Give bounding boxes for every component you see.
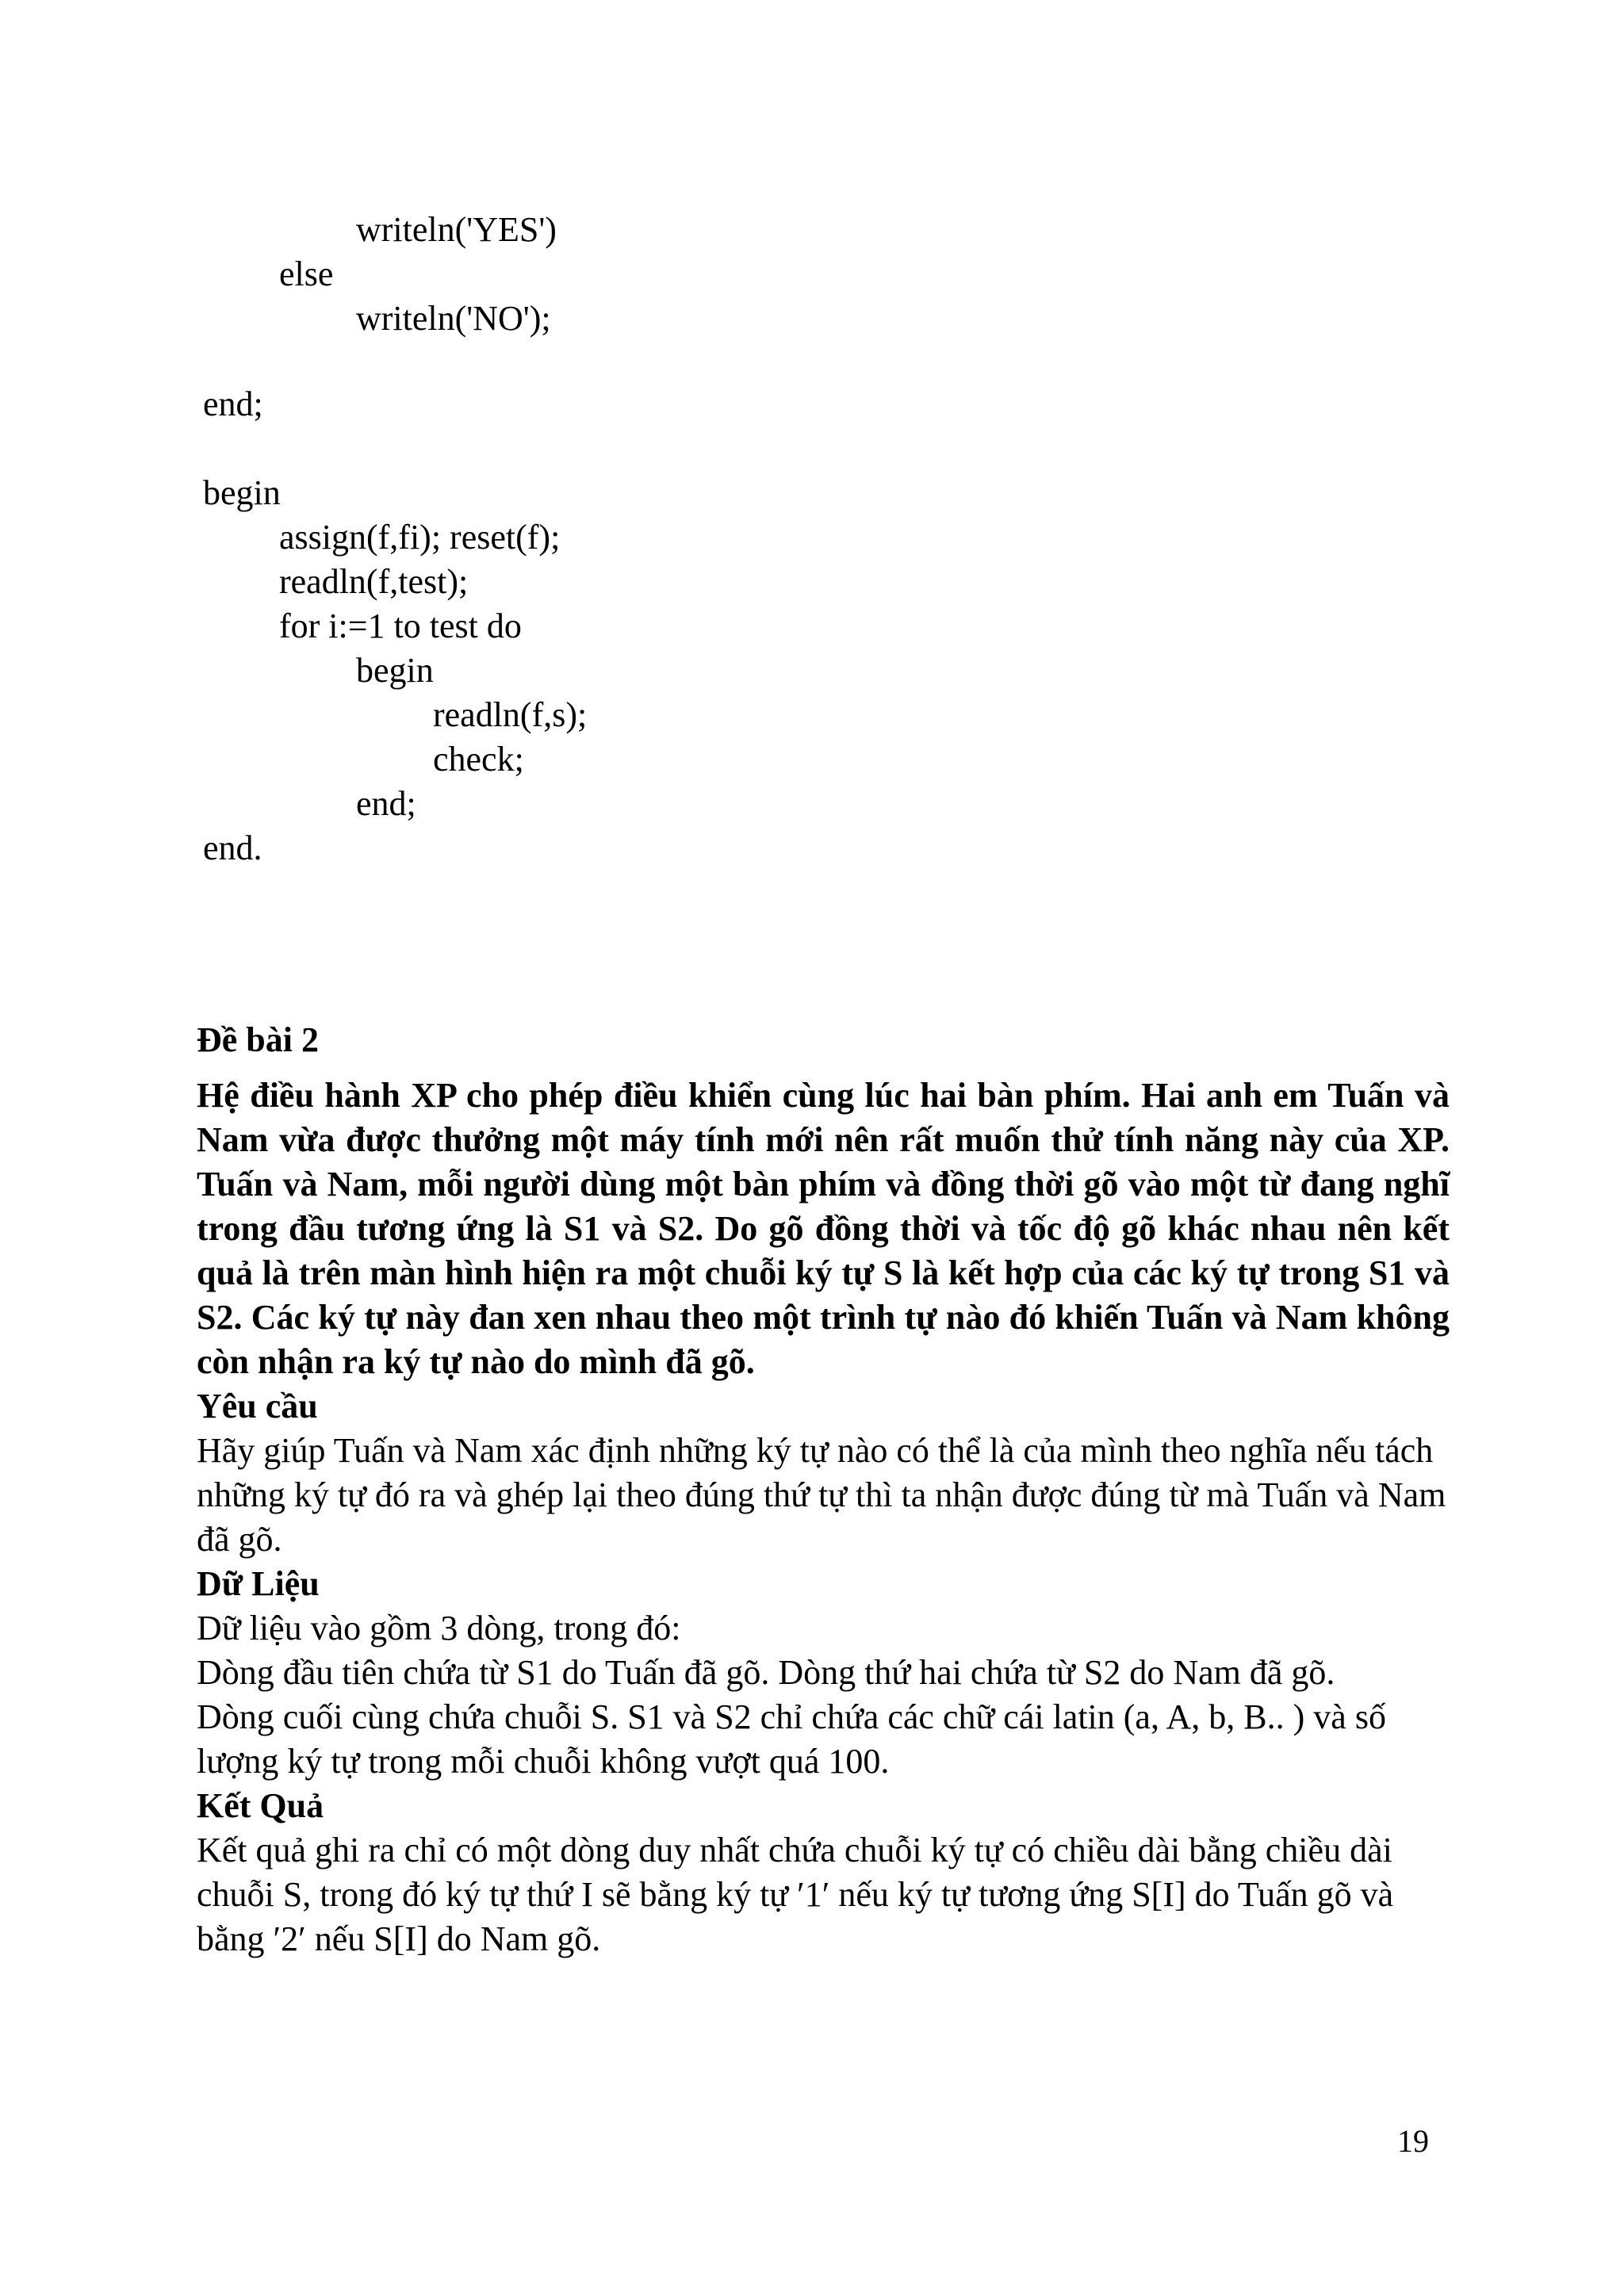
code-line: else: [279, 254, 334, 293]
problem-statement: Hệ điều hành XP cho phép điều khiển cùng lúc hai bàn phím. Hai anh em Tuấn và Nam vừa được thưởng một máy tính mới nên rất muốn thử tính năng này của XP. Tuấn và Nam, mỗi người dùng một bàn phím và đồng thời gõ vào một từ đang nghĩ trong đầu tương ứng là S1 và S2. Do gõ đồng thời và tốc độ gõ khác nhau nên kết quả là trên màn hình hiện ra một chuỗi ký tự S là kết hợp của các ký tự trong S1 và S2. Các ký tự này đan xen nhau theo một trình tự nào đó khiến Tuấn và Nam không còn nhận ra ký tự nào do mình đã gõ.: [197, 1076, 1450, 1381]
code-line: writeln('NO');: [356, 299, 551, 338]
code-line: end.: [203, 828, 262, 867]
code-line: check;: [433, 740, 524, 779]
input-heading: Dữ Liệu: [197, 1564, 320, 1603]
page-number: 19: [1397, 2123, 1429, 2159]
code-line: assign(f,fi); reset(f);: [279, 518, 561, 557]
code-line: begin: [203, 473, 281, 512]
code-line: readln(f,test);: [279, 562, 469, 601]
code-line: writeln('YES'): [356, 210, 557, 249]
code-line: end;: [356, 784, 416, 823]
output-text: Kết quả ghi ra chỉ có một dòng duy nhất chứa chuỗi ký tự có chiều dài bằng chiều dài chuỗi S, trong đó ký tự thứ I sẽ bằng ký tự ′1′ nếu ký tự tương ứng S[I] do Tuấn gõ và bằng ′2′ nếu S[I] do Nam gõ.: [197, 1831, 1394, 1958]
input-line: Dòng đầu tiên chứa từ S1 do Tuấn đã gõ. Dòng thứ hai chứa từ S2 do Nam đã gõ.: [197, 1653, 1335, 1692]
problem-section: [197, 1018, 1450, 1961]
code-line: end;: [203, 385, 263, 423]
code-line: for i:=1 to test do: [279, 607, 522, 645]
input-line: Dữ liệu vào gồm 3 dòng, trong đó:: [197, 1609, 681, 1647]
input-line: Dòng cuối cùng chứa chuỗi S. S1 và S2 chỉ chứa các chữ cái latin (a, A, b, B.. ) và số lượng ký tự trong mỗi chuỗi không vượt quá 100.: [197, 1697, 1386, 1781]
requirement-heading: Yêu cầu: [197, 1387, 318, 1425]
output-heading: Kết Quả: [197, 1786, 324, 1825]
code-line: readln(f,s);: [433, 695, 588, 734]
requirement-text: Hãy giúp Tuấn và Nam xác định những ký tự nào có thể là của mình theo nghĩa nếu tách những ký tự đó ra và ghép lại theo đúng thứ tự thì ta nhận được đúng từ mà Tuấn và Nam đã gõ.: [197, 1431, 1446, 1559]
problem-title: Đề bài 2: [197, 1020, 319, 1059]
code-line: begin: [356, 651, 434, 690]
